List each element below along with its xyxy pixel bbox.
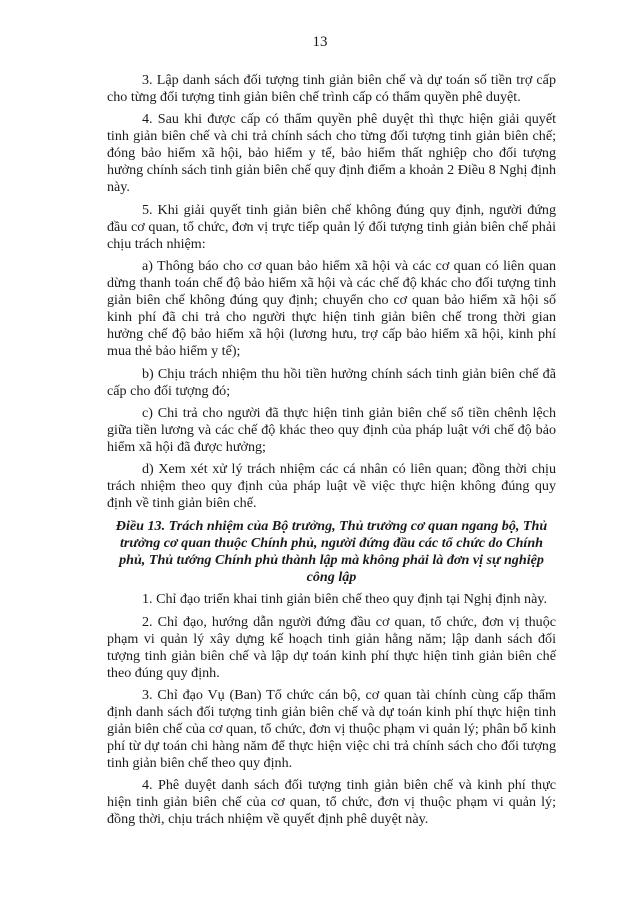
article-13-clause-1: 1. Chỉ đạo triển khai tinh giản biên chế theo quy định tại Nghị định này. bbox=[142, 591, 547, 608]
article-13-clause-2: 2. Chỉ đạo, hướng dẫn người đứng đầu cơ quan, tổ chức, đơn vị thuộc phạm vi quản lý xây dựng kế hoạch tinh giản hằng năm; lập danh sách đối tượng tinh giản biên chế và lập dự toán kinh phí thực hiện tinh giản biên chế theo đúng quy định. bbox=[107, 613, 556, 681]
article-13-clause-4: 4. Phê duyệt danh sách đối tượng tinh giản biên chế và kinh phí thực hiện tinh giản biên chế của cơ quan, tổ chức, đơn vị thuộc phạm vi quản lý; đồng thời, chịu trách nhiệm về quyết định phê duyệt này. bbox=[107, 777, 556, 828]
clause-5-paragraph: 5. Khi giải quyết tinh giản biên chế không đúng quy định, người đứng đầu cơ quan, tổ chức, đơn vị trực tiếp quản lý đối tượng tinh giản biên chế phải chịu trách nhiệm: bbox=[107, 201, 556, 252]
clause-4-paragraph: 4. Sau khi được cấp có thẩm quyền phê duyệt thì thực hiện giải quyết tinh giản biên chế và chi trả chính sách cho từng đối tượng tinh giản biên chế; đóng bảo hiểm xã hội, bảo hiểm y tế, bảo hiểm thất nghiệp cho đối tượng hưởng chính sách tinh giản biên chế quy định điểm a khoản 2 Điều 8 Nghị định này. bbox=[107, 111, 556, 196]
point-d-paragraph: d) Xem xét xử lý trách nhiệm các cá nhân có liên quan; đồng thời chịu trách nhiệm theo quy định của pháp luật về việc thực hiện không đúng quy định về tinh giản biên chế. bbox=[107, 461, 556, 512]
article-13-heading: Điều 13. Trách nhiệm của Bộ trưởng, Thủ trưởng cơ quan ngang bộ, Thủ trưởng cơ quan thuộc Chính phủ, người đứng đầu các tổ chức do Chính phủ, Thủ tướng Chính phủ thành lập mà không phải là đơn vị sự nghiệp công lập bbox=[115, 517, 548, 585]
clause-3-paragraph: 3. Lập danh sách đối tượng tinh giản biên chế và dự toán số tiền trợ cấp cho từng đối tượng tinh giản biên chế trình cấp có thẩm quyền phê duyệt. bbox=[107, 72, 556, 105]
document-body bbox=[107, 72, 556, 834]
article-13-clause-3: 3. Chỉ đạo Vụ (Ban) Tổ chức cán bộ, cơ quan tài chính cùng cấp thẩm định danh sách đối tượng tinh giản biên chế và dự toán kinh phí thực hiện tinh giản biên chế của cơ quan, tổ chức, đơn vị thuộc phạm vi quản lý; phân bổ kinh phí từ dự toán chi hàng năm để thực hiện việc chi trả chính sách cho đối tượng tinh giản biên chế theo quy định. bbox=[107, 686, 556, 771]
point-c-paragraph: c) Chi trả cho người đã thực hiện tinh giản biên chế số tiền chênh lệch giữa tiền lương và các chế độ khác theo quy định của pháp luật với chế độ bảo hiểm xã hội đã được hưởng; bbox=[107, 404, 556, 455]
point-a-paragraph: a) Thông báo cho cơ quan bảo hiểm xã hội và các cơ quan có liên quan dừng thanh toán chế độ bảo hiểm xã hội và các chế độ khác cho đối tượng tinh giản biên chế không đúng quy định; chuyển cho cơ quan bảo hiểm xã hội số kinh phí đã chi trả cho người thực hiện tinh giản biên chế trong thời gian hưởng chế độ bảo hiểm xã hội (lương hưu, trợ cấp bảo hiểm xã hội, kinh phí mua thẻ bảo hiểm y tế); bbox=[107, 258, 556, 360]
point-b-paragraph: b) Chịu trách nhiệm thu hồi tiền hưởng chính sách tinh giản biên chế đã cấp cho đối tượng đó; bbox=[107, 365, 556, 399]
page-number: 13 bbox=[312, 34, 328, 50]
